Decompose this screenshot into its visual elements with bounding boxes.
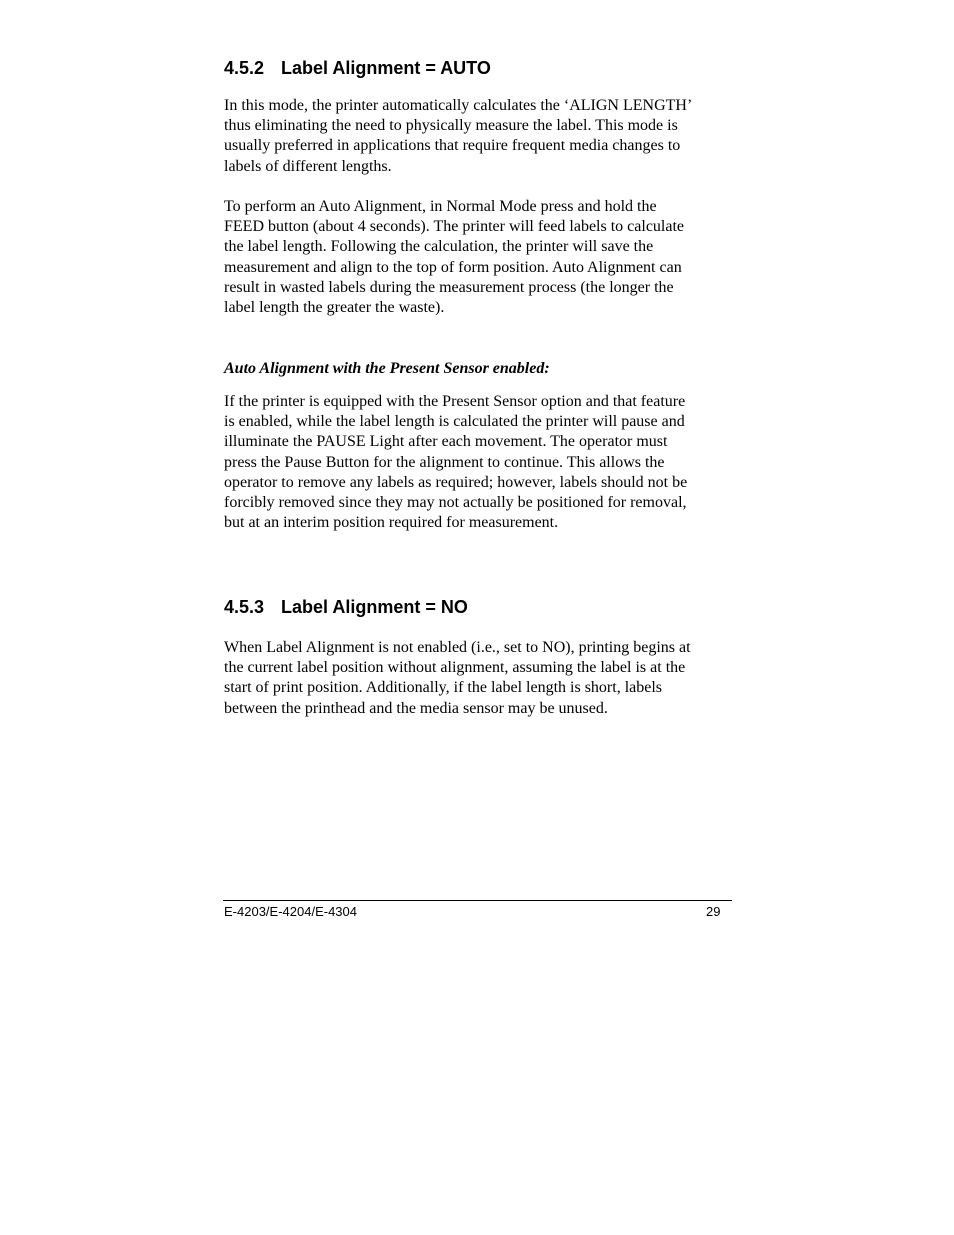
text-line: thus eliminating the need to physically measure the label. This mode is (224, 117, 678, 135)
text-line: start of print position. Additionally, if the label length is short, labels (224, 679, 663, 697)
text-line: usually preferred in applications that require frequent media changes to (224, 137, 681, 155)
section-heading-no (224, 596, 468, 618)
section-number: 4.5.3 (224, 597, 265, 617)
text-line: is enabled, while the label length is calculated the printer will pause and (224, 413, 685, 431)
footer-divider (223, 900, 732, 901)
text-line: In this mode, the printer automatically calculates the ‘ALIGN LENGTH’ (224, 97, 693, 114)
text-line: operator to remove any labels as required; however, labels should not be (224, 473, 688, 491)
text-line: If the printer is equipped with the Present Sensor option and that feature (224, 393, 686, 410)
auto-alignment-procedure-paragraph (224, 197, 724, 318)
section-title: Label Alignment = AUTO (281, 58, 491, 78)
auto-mode-paragraph (224, 96, 724, 177)
text-line: result in wasted labels during the measurement process (the longer the (224, 278, 674, 296)
text-line: label length the greater the waste). (224, 299, 445, 317)
text-line: the label length. Following the calculation, the printer will save the (224, 238, 654, 256)
text-line: measurement and align to the top of form position. Auto Alignment can (224, 258, 682, 276)
text-line: press the Pause Button for the alignment to continue. This allows the (224, 453, 665, 471)
text-line: but at an interim position required for measurement. (224, 514, 559, 532)
footer-model-numbers: E-4203/E-4204/E-4304 (224, 904, 357, 919)
text-line: labels of different lengths. (224, 157, 392, 175)
text-line: To perform an Auto Alignment, in Normal Mode press and hold the (224, 198, 657, 215)
section-number: 4.5.2 (224, 58, 265, 78)
text-line: illuminate the PAUSE Light after each movement. The operator must (224, 433, 668, 451)
text-line: the current label position without alignment, assuming the label is at the (224, 659, 686, 677)
text-line: FEED button (about 4 seconds). The printer will feed labels to calculate (224, 218, 685, 236)
present-sensor-subheading: Auto Alignment with the Present Sensor enabled: (224, 360, 550, 377)
no-alignment-paragraph (224, 638, 724, 719)
text-line: between the printhead and the media sensor may be unused. (224, 699, 608, 717)
page-number: 29 (706, 904, 721, 919)
text-line: When Label Alignment is not enabled (i.e., set to NO), printing begins at (224, 639, 691, 656)
section-title: Label Alignment = NO (281, 597, 468, 617)
section-heading-auto (224, 57, 491, 79)
present-sensor-paragraph (224, 392, 724, 533)
text-line: forcibly removed since they may not actually be positioned for removal, (224, 494, 687, 512)
